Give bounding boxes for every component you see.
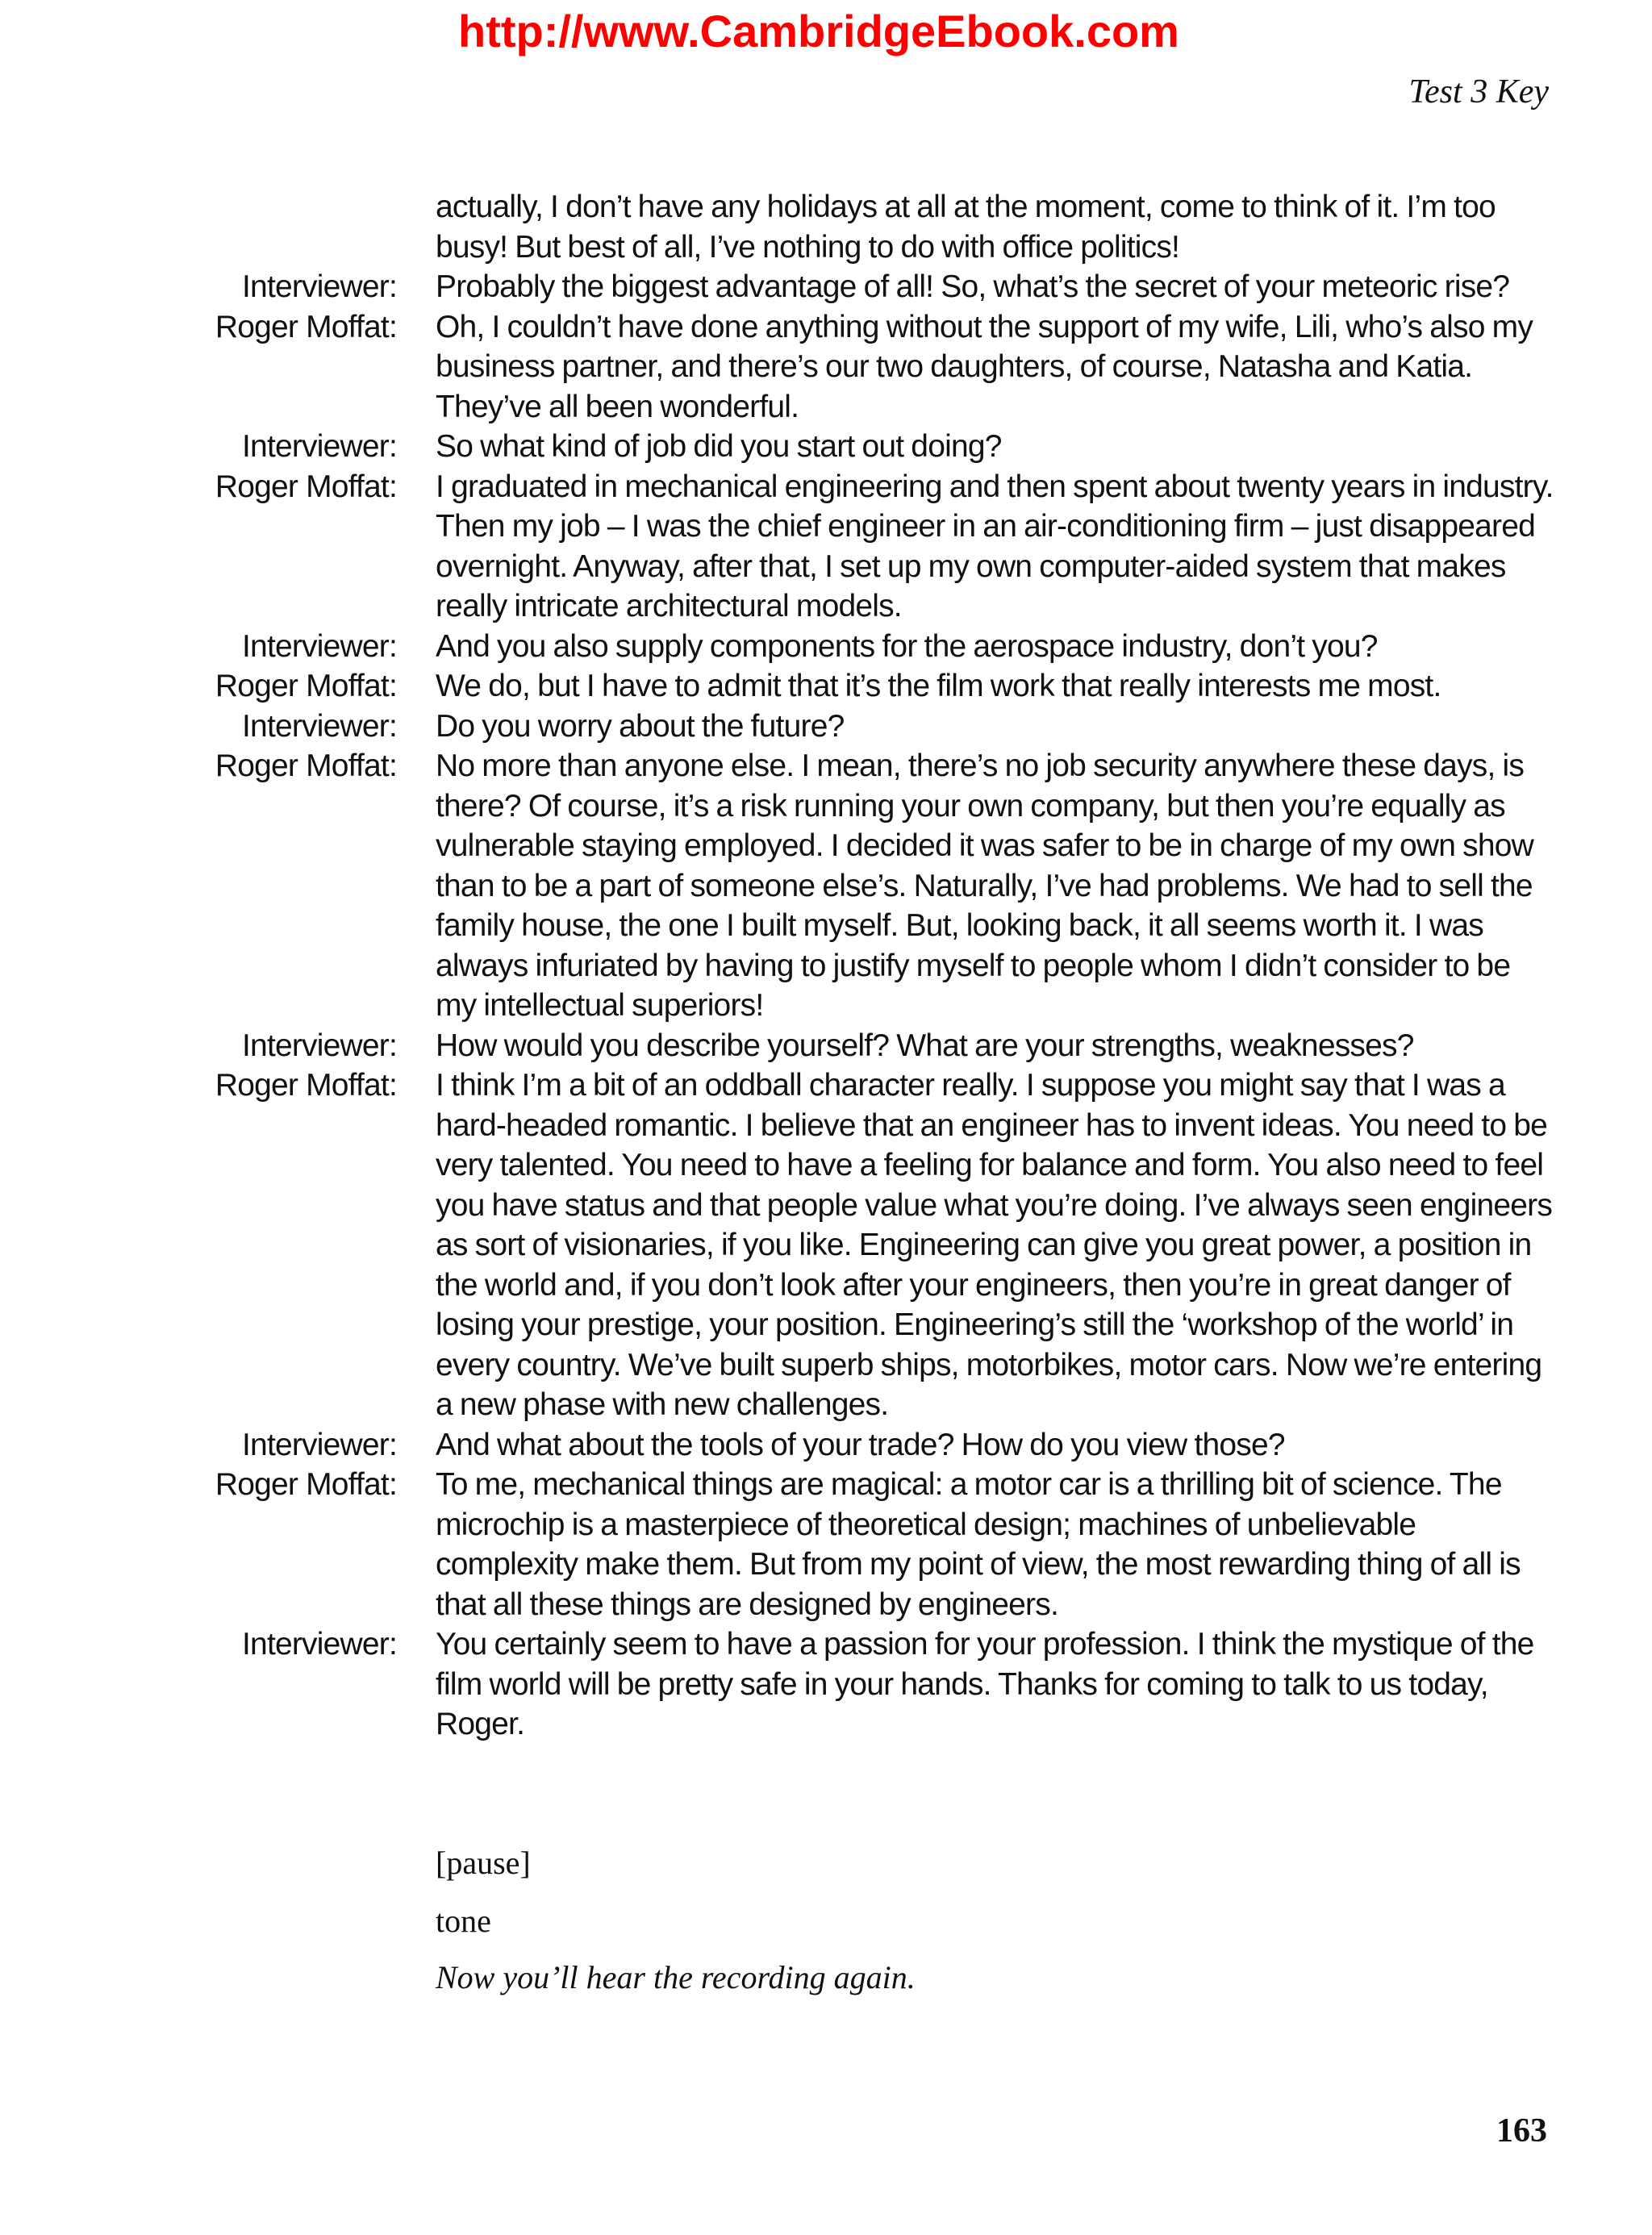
speech-text: And what about the tools of your trade? How do you view those? [436,1427,1285,1462]
page-number: 163 [1496,2112,1547,2150]
stage-direction-again: Now you’ll hear the recording again. [436,1959,916,1995]
speech-text: To me, mechanical things are magical: a motor car is a thrilling bit of science. The microchip is a masterpiece of theoretical design; machines of unbelievable complexity make them. But from my point of view, the most rewarding thing of all is that all these things are designed by engineers. [436,1467,1521,1622]
speech-text: So what kind of job did you start out doing? [436,429,1002,464]
transcript-row [0,1026,1652,1066]
speech-text: I think I’m a bit of an oddball character really. I suppose you might say that I was a hard-headed romantic. I believe that an engineer has to invent ideas. You need to be very talented. You need to have a feeling for balance and form. You also need to feel you have status and that people value what you’re doing. I’ve always seen engineers as sort of visionaries, if you like. Engineering can give you great power, a position in the world and, if you don’t look after your engineers, then you’re in great danger of losing your prestige, your position. Engineering’s still the ‘workshop of the world’ in every country. We’ve built superb ships, motorbikes, motor cars. Now we’re entering a new phase with new challenges. [436,1068,1553,1422]
stage-direction-pause: [pause] [436,1845,531,1881]
speaker-label: Interviewer: [242,708,397,744]
speaker-label: Interviewer: [242,269,397,304]
transcript [0,187,1652,1745]
speech-text: I graduated in mechanical engineering and then spent about twenty years in industry. Then my job – I was the chief engineer in an air-conditioning firm – just disappeared overnight. Anyway, after that, I set up my own computer-aided system that makes really intricate architectural models. [436,469,1554,623]
transcript-row [0,746,1652,1026]
speaker-label: Interviewer: [242,1427,397,1462]
transcript-row [0,307,1652,427]
speech-text: Do you worry about the future? [436,708,845,744]
transcript-row [0,1065,1652,1425]
speech-text: actually, I don’t have any holidays at all at the moment, come to think of it. I’m too busy! But best of all, I’ve nothing to do with office politics! [436,190,1496,265]
transcript-row [0,707,1652,747]
transcript-row [0,427,1652,467]
transcript-row [0,1425,1652,1466]
transcript-row [0,627,1652,667]
running-head: Test 3 Key [1408,73,1549,110]
speech-text: How would you describe yourself? What are your strengths, weaknesses? [436,1028,1414,1063]
transcript-row [0,666,1652,707]
speech-text: No more than anyone else. I mean, there’s no job security anywhere these days, is there? Of course, it’s a risk running your own company, but then you’re equally as vulnerable staying employed. I decided it was safer to be in charge of my own show than to be a part of someone else’s. Naturally, I’ve had problems. We had to sell the family house, the one I built myself. But, looking back, it all seems worth it. I was always infuriated by having to justify myself to people whom I didn’t consider to be my intellectual superiors! [436,748,1534,1023]
speaker-label: Interviewer: [242,429,397,464]
speaker-label: Interviewer: [242,628,397,664]
speech-text: And you also supply components for the aerospace industry, don’t you? [436,628,1378,664]
speech-text: We do, but I have to admit that it’s the film work that really interests me most. [436,669,1441,703]
speaker-label: Roger Moffat: [215,669,397,703]
transcript-row [0,1465,1652,1624]
speech-text: You certainly seem to have a passion for your profession. I think the mystique of the film world will be pretty safe in your hands. Thanks for coming to talk to us today, Roger. [436,1627,1534,1741]
speaker-label: Roger Moffat: [215,748,397,783]
speech-text: Oh, I couldn’t have done anything without the support of my wife, Lili, who’s also my business partner, and there’s our two daughters, of course, Natasha and Katia. They’ve all been wonderful. [436,309,1533,424]
transcript-row [0,467,1652,627]
transcript-row [0,267,1652,307]
speaker-label: Roger Moffat: [215,1467,397,1502]
transcript-row [0,187,1652,267]
speech-text: Probably the biggest advantage of all! So, what’s the secret of your meteoric rise? [436,269,1510,304]
speaker-label: Roger Moffat: [215,1068,397,1103]
speaker-label: Interviewer: [242,1028,397,1063]
watermark-url: http://www.CambridgeEbook.com [458,6,1179,56]
speaker-label: Roger Moffat: [215,309,397,344]
speaker-label: Interviewer: [242,1627,397,1662]
stage-direction-tone: tone [436,1903,491,1939]
transcript-row [0,1624,1652,1745]
speaker-label: Roger Moffat: [215,469,397,504]
